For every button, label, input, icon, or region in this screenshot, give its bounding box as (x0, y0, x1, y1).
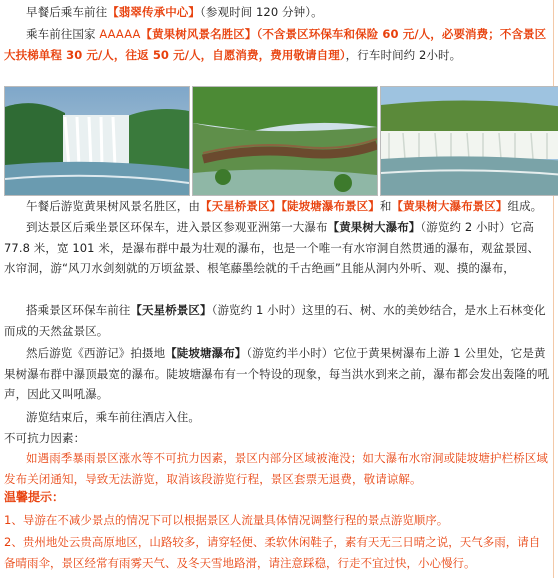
text: 组成。 (507, 199, 543, 213)
scenic-areas: 【天星桥景区】【陡坡塘瀑布景区】 (200, 199, 380, 213)
photo-tianxingqiao-path (192, 86, 378, 196)
text: 早餐后乘车前往 (26, 5, 108, 19)
text: 午餐后游览黄果树风景名胜区，由 (26, 199, 200, 213)
tip-item: 1、导游在不减少景点的情况下可以根据景区人流量具体情况调整行程的景点游览顺序。 (4, 513, 449, 527)
text: 然后游览《西游记》拍摄地 (26, 346, 166, 360)
text: （游览约 1 小时）这里的石、树、水的美妙结合，是水上石林变化而成的天然盆景区。 (4, 303, 546, 338)
tip-item: 2、贵州地处云贵高原地区，山路较多，请穿轻便、柔软休闲鞋子，素有天无三日晴之说，天气多雨，请自备晴雨伞，景区经常有雨雾天气、及冬天雪地路滑，请注意踩稳，行走不宜过快，小心慢行。 (4, 535, 541, 570)
text: （游览约半小时）它位于黄果树瀑布上游 1 公里处，它是黄果树瀑布群中瀑顶最宽的瀑布。陡坡塘瀑布有一个特设的现象，每当洪水到来之前，瀑布都会发出轰隆的吼声，因此又叫吼瀑。 (4, 346, 550, 401)
force-majeure-title: 不可抗力因素： (4, 431, 86, 445)
para-doupotang (4, 343, 550, 405)
scenic-fee-note: 【黄果树风景名胜区】（不含景区环保车和保险 60 元/人，必要消费；不含景区大扶梯单程 30 元/人，往返 50 元/人，自愿消费，费用敬请自理） (4, 27, 547, 62)
jade-center-name: 【翡翠传承中心】 (107, 5, 201, 19)
text: 到达景区后乘坐景区环保车，进入景区参观亚洲第一大瀑布 (26, 220, 328, 234)
text: （游览约 2 小时）它高 77.8 米，宽 101 米，是瀑布群中最为壮观的瀑布，也是一个唯一有水帘洞自然贯通的瀑布，观盆景园、水帘洞，游“风刀水剑刻就的万顷盆景、根笔藤墨绘就的千古绝画”且能从洞内外听、观、摸的瀑布， (4, 220, 540, 275)
big-waterfall-area: 【黄果树大瀑布景区】 (391, 199, 508, 213)
photo-huangguoshu-waterfall (4, 86, 190, 196)
text: （参观时间 120 分钟）。 (200, 5, 323, 19)
text: 乘车前往国家 (26, 27, 100, 41)
big-waterfall-name: 【黄果树大瀑布】 (327, 220, 421, 234)
para-tianxingqiao (4, 300, 550, 341)
photo-doupotang-waterfall (380, 86, 558, 196)
para-hotel: 游览结束后，乘车前往酒店入住。 (26, 410, 200, 424)
para-big-waterfall (4, 217, 550, 279)
rating: AAAAA (99, 27, 141, 41)
doupotang-name: 【陡坡塘瀑布】 (165, 346, 247, 360)
text: ，行车时间约 2小时。 (345, 47, 462, 62)
para-breakfast (4, 2, 550, 23)
para-afternoon (4, 196, 550, 217)
text: 和 (379, 199, 392, 213)
tianxingqiao-name: 【天星桥景区】 (130, 303, 212, 317)
text: 搭乘景区环保车前往 (26, 303, 131, 317)
tips-title: 温馨提示： (4, 490, 65, 504)
para-transfer (4, 24, 550, 65)
force-majeure-body: 如遇雨季暴雨景区涨水等不可抗力因素，景区内部分区域被淹没；如大瀑布水帘洞或陡坡塘护栏桥区域 发布关闭通知，导致无法游览，取消该段游览行程，景区套票无退费，敬请谅解。 (4, 451, 548, 486)
